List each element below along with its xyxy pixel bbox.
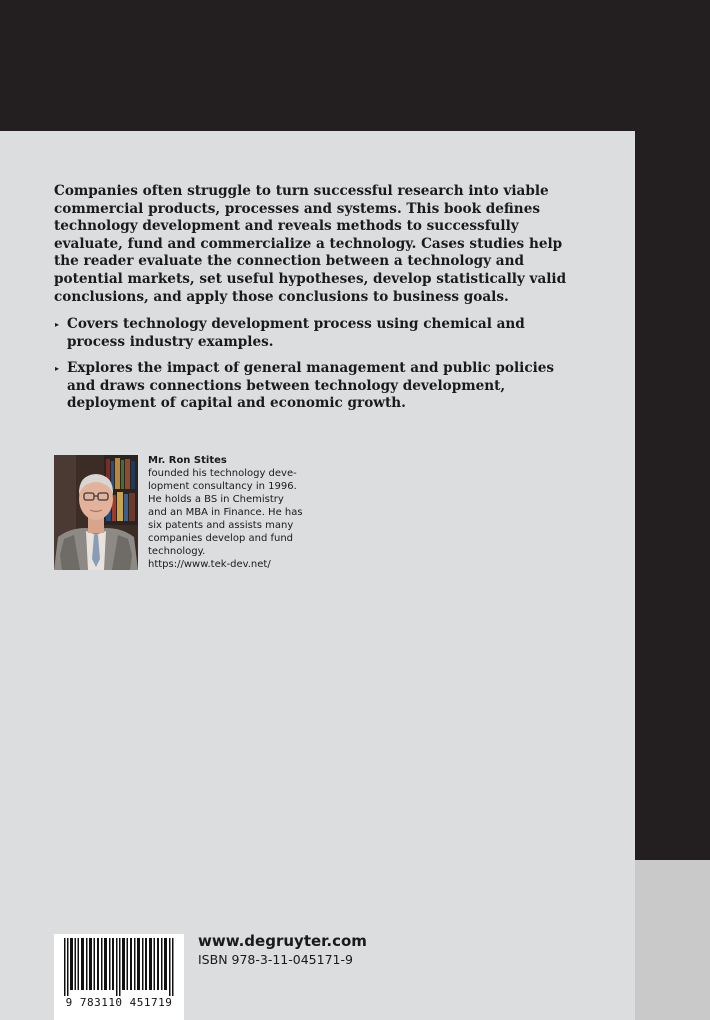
- isbn-number: ISBN 978-3-11-045171-9: [198, 952, 353, 967]
- author-name: Mr. Ron Stites: [148, 455, 227, 466]
- author-photo: [54, 455, 138, 570]
- back-cover: [0, 131, 635, 1020]
- triangle-bullet-icon: ▸: [55, 319, 60, 329]
- author-description: founded his technology deve- lopment consultancy in 1996. He holds a BS in Chemistry and an MBA in Finance. He has six patents and assists many companies develop and fund technology. https://www.tek-dev.net/: [148, 468, 303, 570]
- list-item: [54, 360, 582, 413]
- list-item-text: Covers technology development process using chemical and process industry examples.: [67, 316, 525, 350]
- list-item-text: Explores the impact of general management and public policies and draws connections between technology development, deployment of capital and economic growth.: [67, 360, 555, 412]
- book-blurb: Companies often struggle to turn successful research into viable commercial products, processes and systems. This book defines technology development and reveals methods to successfully evaluate, fund and commercialize a technology. Cases studies help the reader evaluate the connection between a technology and potential markets, set useful hypotheses, develop statistically valid conclusions, and apply those conclusions to business goals.: [54, 183, 567, 305]
- author-bio: [148, 454, 318, 571]
- background-strip: [635, 860, 710, 1020]
- barcode-digits: 9 783110 451719: [65, 996, 173, 1009]
- barcode-icon: [58, 938, 180, 996]
- feature-list: [54, 316, 582, 422]
- list-item: [54, 316, 582, 351]
- triangle-bullet-icon: ▸: [55, 363, 60, 374]
- isbn-barcode: [54, 934, 184, 1020]
- publisher-url: www.degruyter.com: [198, 932, 367, 950]
